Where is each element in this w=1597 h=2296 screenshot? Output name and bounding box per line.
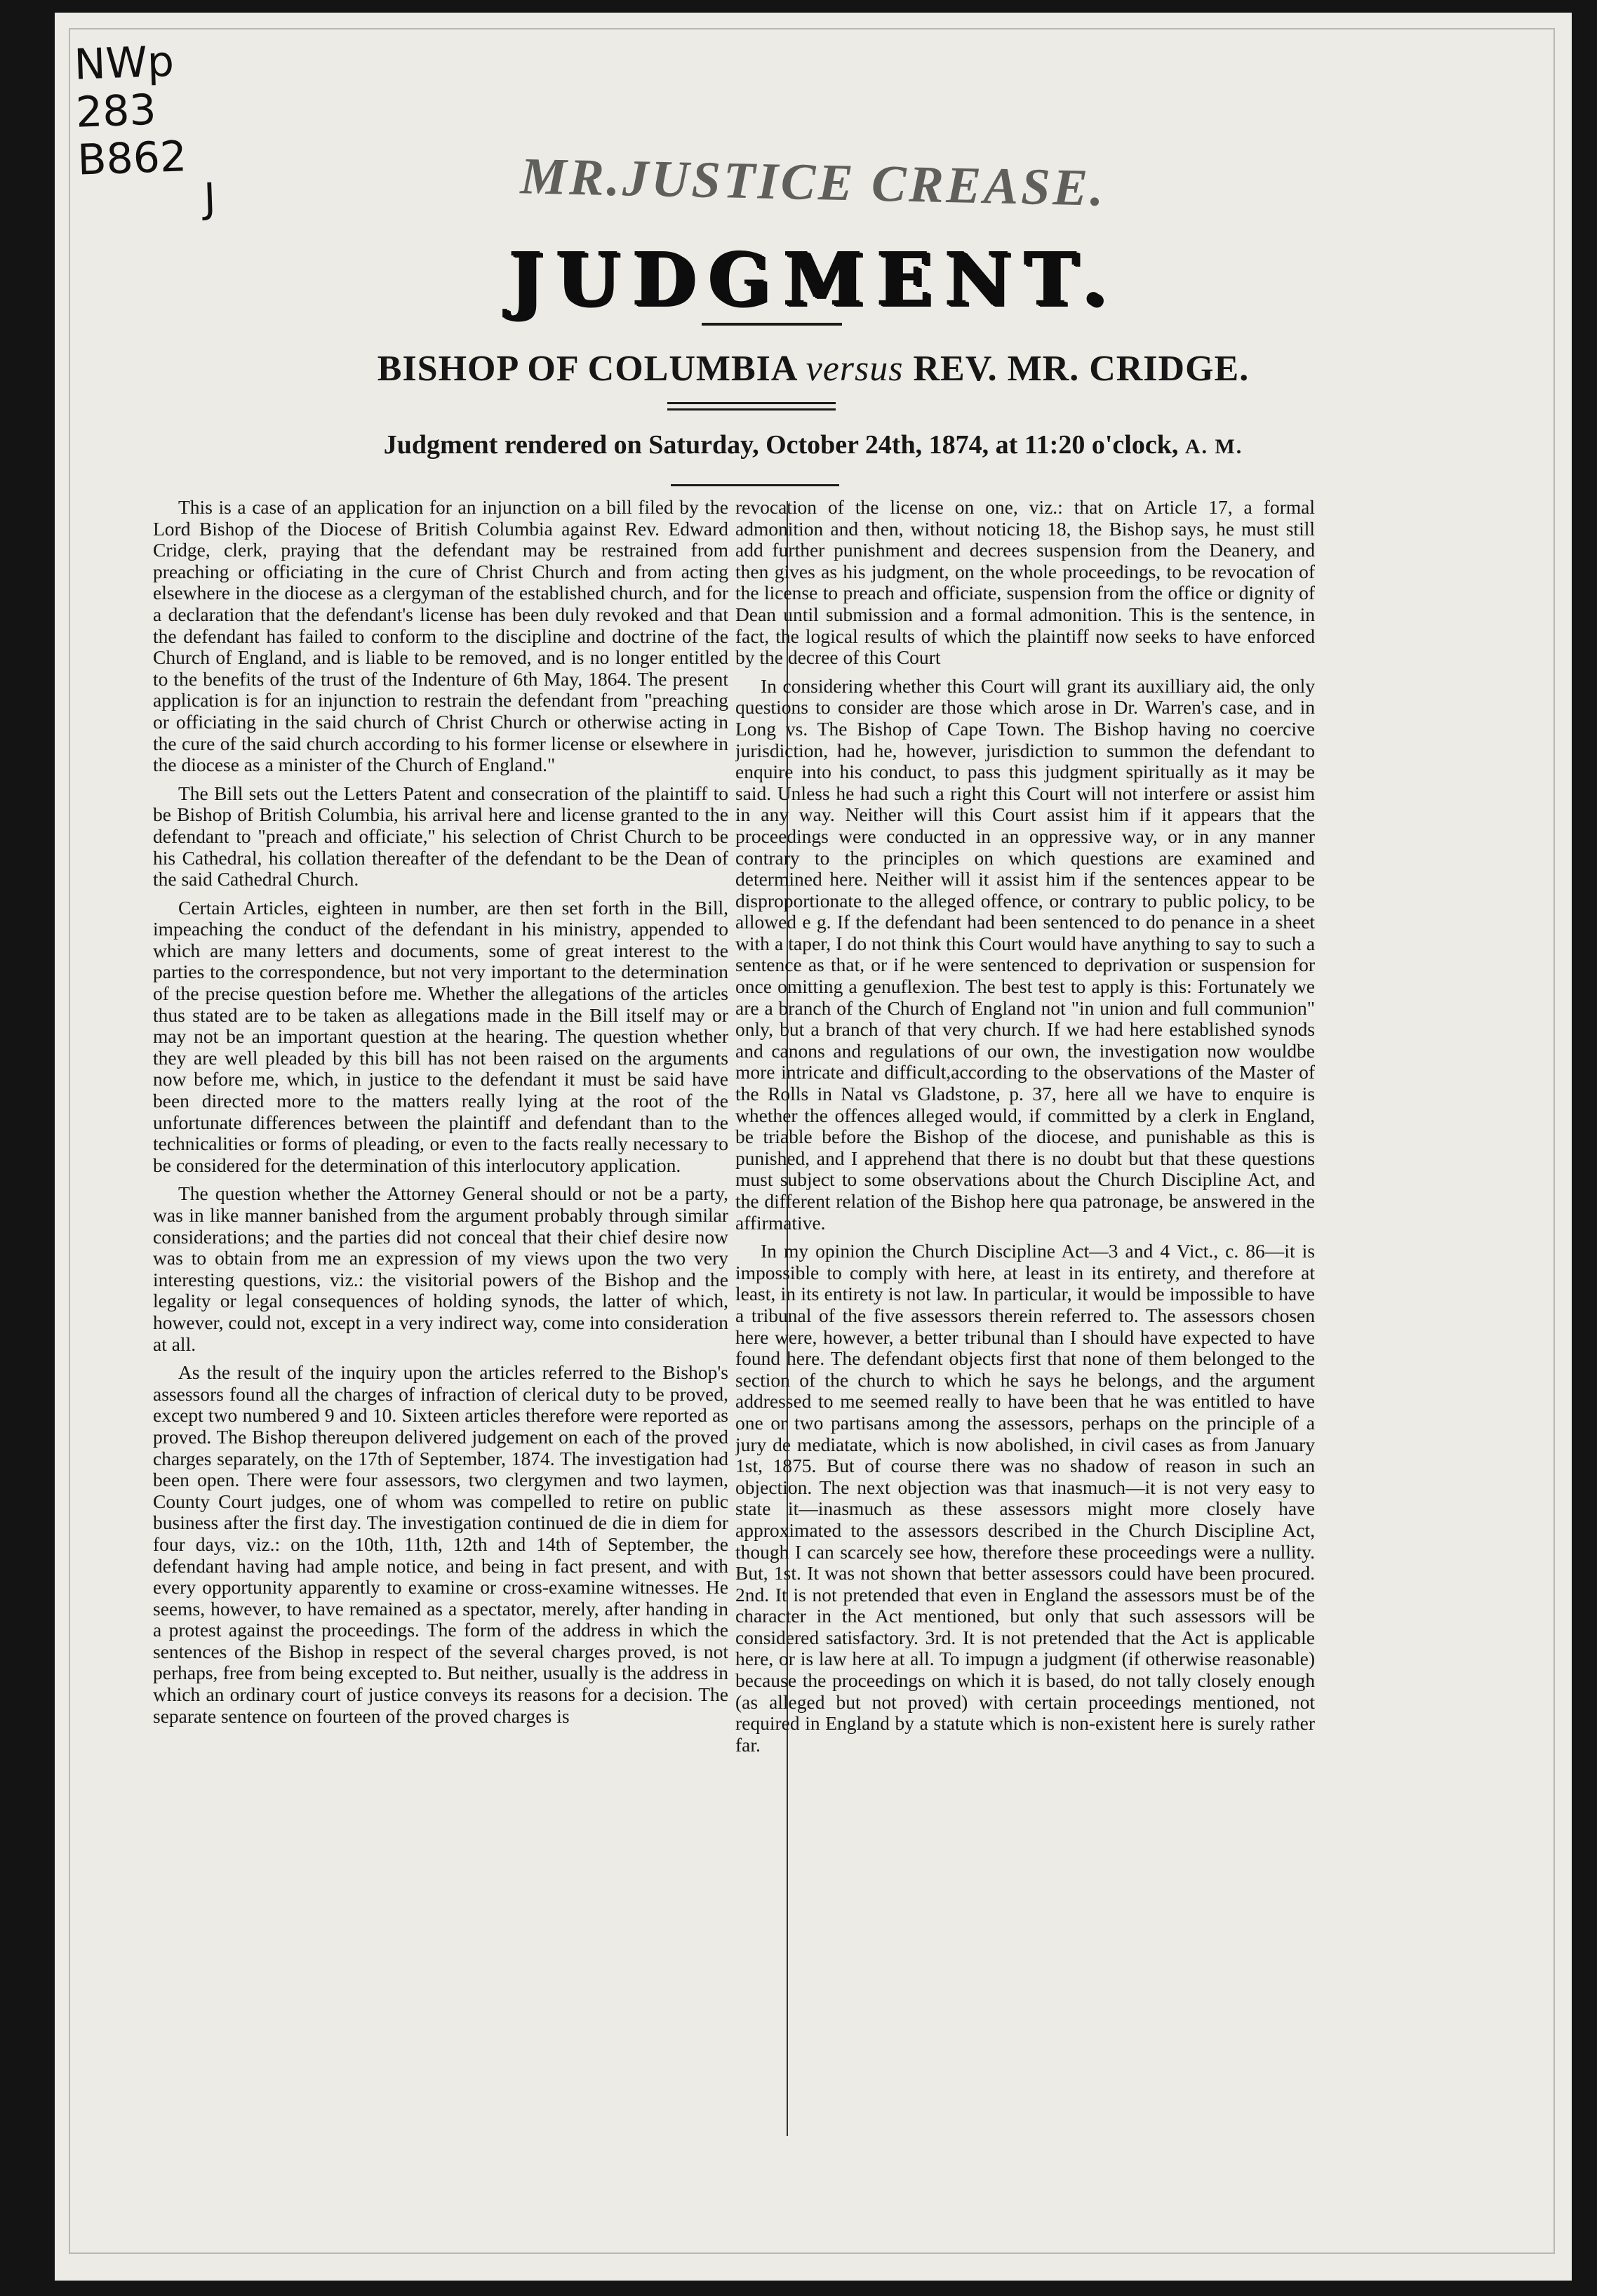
judgment-date (55, 429, 1572, 460)
paragraph: As the result of the inquiry upon the articles referred to the Bishop's assessors found all the charges of infraction of clerical duty to be proved, except two numbered 9 and 10. Sixteen articles therefore were reported as proved. The Bishop thereupon delivered judgement on each of the proved charges separately, on the 17th of September, 1874. The investigation had been open. There were four assessors, two clergymen and two laymen, County Court judges, one of whom was compelled to retire on public business after the first day. The investigation continued de die in diem for four days, viz.: on the 10th, 11th, 12th and 14th of September, the defendant having had ample notice, and being in fact present, and with every opportunity apparently to examine or cross-examine witnesses. He seems, however, to have remained as a spectator, merely, after handing in a protest against the proceedings. The form of the address in which the sentences of the Bishop in respect of the several charges proved, is not perhaps, free from being excepted to. But neither, usually is the address in which an ordinary court of justice conveys its reasons for a decision. The separate sentence on fourteen of the proved charges is (153, 1361, 728, 1727)
paragraph: This is a case of an application for an injunction on a bill filed by the Lord Bishop of the Diocese of British Columbia against Rev. Edward Cridge, clerk, praying that the defendant may be restrained from preaching or officiating in the cure of Christ Church and from acting elsewhere in the diocese as a clergyman of the established church, and for a declaration that the defendant's license has been duly revoked and that the defendant has failed to conform to the discipline and doctrine of the Church of England, and is liable to be removed, and is no longer entitled to the benefits of the trust of the Indenture of 6th May, 1864. The present application is for an injunction to restrain the defendant from "preaching or officiating in the said church of Christ Church or otherwise acting in the cure of the said church according to his former license or elsewhere in the diocese as a minister of the Church of England." (153, 497, 728, 776)
case-versus: versus (806, 349, 904, 389)
judgment-date-ampm: A. M. (1184, 435, 1243, 458)
left-column (153, 497, 728, 1734)
paragraph: The question whether the Attorney General should or not be a party, was in like manner banished from the argument probably through similar considerations; and the parties did not conceal that their chief desire now was to obtain from me an expression of my views upon the two very interesting questions, viz.: the visitorial powers of the Bishop and the legality or legal consequences of holding synods, the latter of which, however, could not, except in a very indirect way, come into consideration at all. (153, 1182, 728, 1355)
judgment-date-text: Judgment rendered on Saturday, October 24th, 1874, at 11:20 o'clock, (383, 430, 1179, 460)
case-title (55, 348, 1572, 389)
right-column (735, 497, 1315, 1763)
case-divider-top (667, 402, 836, 404)
paragraph: The Bill sets out the Letters Patent and consecration of the plaintiff to be Bishop of British Columbia, his arrival here and license granted to the defendant to "preach and officiate," his selection of Christ Church to be his Cathedral, his collation thereafter of the defendant to be the Dean of the said Cathedral Church. (153, 782, 728, 890)
paragraph: revocation of the license on one, viz.: that on Article 17, a formal admonition and then, without noticing 18, the Bishop says, he must still add further punishment and decrees suspension from the Deanery, and then gives as his judgment, on the whole proceedings, to be revocation of the license to preach and officiate, suspension from the office or dignity of Dean until submission and a formal admonition. This is the sentence, in fact, the logical results of which the plaintiff now seeks to have enforced by the decree of this Court (735, 497, 1315, 669)
case-divider-bottom (667, 408, 836, 411)
page-title: JUDGMENT. (507, 236, 1119, 322)
call-number-mark: J (203, 173, 217, 222)
judge-name: MR.JUSTICE CREASE. (519, 147, 1107, 218)
call-number-line: NWp (73, 36, 175, 90)
case-defendant: REV. MR. CRIDGE. (913, 349, 1250, 389)
call-number-line: B862 (76, 132, 188, 185)
case-plaintiff: BISHOP OF COLUMBIA (377, 349, 796, 389)
paragraph: Certain Articles, eighteen in number, are then set forth in the Bill, impeaching the conduct of the defendant in his ministry, appended to which are many letters and documents, some of great interest to the parties to the correspondence, but not very important to the determination of the precise question before me. Whether the allegations of the articles thus stated are to be taken as allegations made in the Bill itself may or may not be an important question at the hearing. The question whether they are well pleaded by this bill has not been raised on the arguments now before me, which, in justice to the defendant it must be said have been directed more to the matters really lying at the root of the unfortunate differences between the plaintiff and defendant than to the technicalities or forms of pleading, or even to the facts really necessary to be considered for the determination of this interlocutory application. (153, 896, 728, 1176)
title-divider (702, 323, 842, 326)
document-page (55, 13, 1572, 2281)
call-number-line: 283 (74, 85, 157, 138)
date-divider (671, 484, 839, 486)
paragraph: In my opinion the Church Discipline Act—3 and 4 Vict., c. 86—it is impossible to comply with here, at least in its entirety, and therefore at least, in its entirety is not law. In particular, it would be impossible to have a tribunal of the five assessors therein referred to. The assessors chosen here were, however, a better tribunal than I should have expected to have found here. The defendant objects first that none of them belonged to the section of the church to which he says he belongs, and the argument addressed to me seemed really to have been that he was entitled to have one or two partisans among the assessors, perhaps on the principle of a jury de mediatate, which is now abolished, in civil cases as from January 1st, 1875. But of course there was no shadow of reason in such an objection. The next objection was that inasmuch—it is not very easy to state it—inasmuch as these assessors might more closely have approximated to the assessors described in the Church Discipline Act, though I can scarcely see how, therefore these proceedings were a nullity. But, 1st. It was not shown that better assessors could have been procured. 2nd. It is not pretended that even in England the assessors must be of the character in the Act mentioned, but only that such assessors will be considered satisfactory. 3rd. It is not pretended that the Act is applicable here, or is law here at all. To impugn a judgment (if otherwise reasonable) because the proceedings on which it is based, do not tally closely enough (as alleged but not proved) with certain proceedings mentioned, not required in England by a statute which is non-existent here is surely rather far. (735, 1240, 1315, 1756)
paragraph: In considering whether this Court will grant its auxilliary aid, the only questions to consider are those which arose in Dr. Warren's case, and in Long vs. The Bishop of Cape Town. The Bishop having no coercive jurisdiction, had he, however, jurisdiction to summon the defendant to enquire into his conduct, to pass this judgment spiritually as it may be said. Unless he had such a right this Court will not interfere or assist him in any way. Neither will this Court assist him if it appears that the proceedings were conducted in an oppressive way, or in any manner contrary to the principles on which questions are examined and determined here. Neither will it assist him if the sentences appear to be disproportionate to the alleged offence, or contrary to public policy, to be allowed e g. If the defendant had been sentenced to do penance in a sheet with a taper, I do not think this Court would have anything to say to such a sentence as that, or if he were sentenced to deprivation or suspension for once omitting a genuflexion. The best test to apply is this: Fortunately we are a branch of the Church of England not "in union and full communion" only, but a branch of that very church. If we had here established synods and canons and regulations of our own, the investigation now wouldbe more intricate and difficult,according to the observations of the Master of the Rolls in Natal vs Gladstone, p. 37, here all we have to enquire is whether the offences alleged would, if committed by a clerk in England, be triable before the Bishop of the diocese, and punishable as this is punished, and I apprehend that there is no doubt but that these questions must subject to some observations about the Church Discipline Act, and the different relation of the Bishop here qua patronage, be answered in the affirmative. (735, 674, 1315, 1234)
